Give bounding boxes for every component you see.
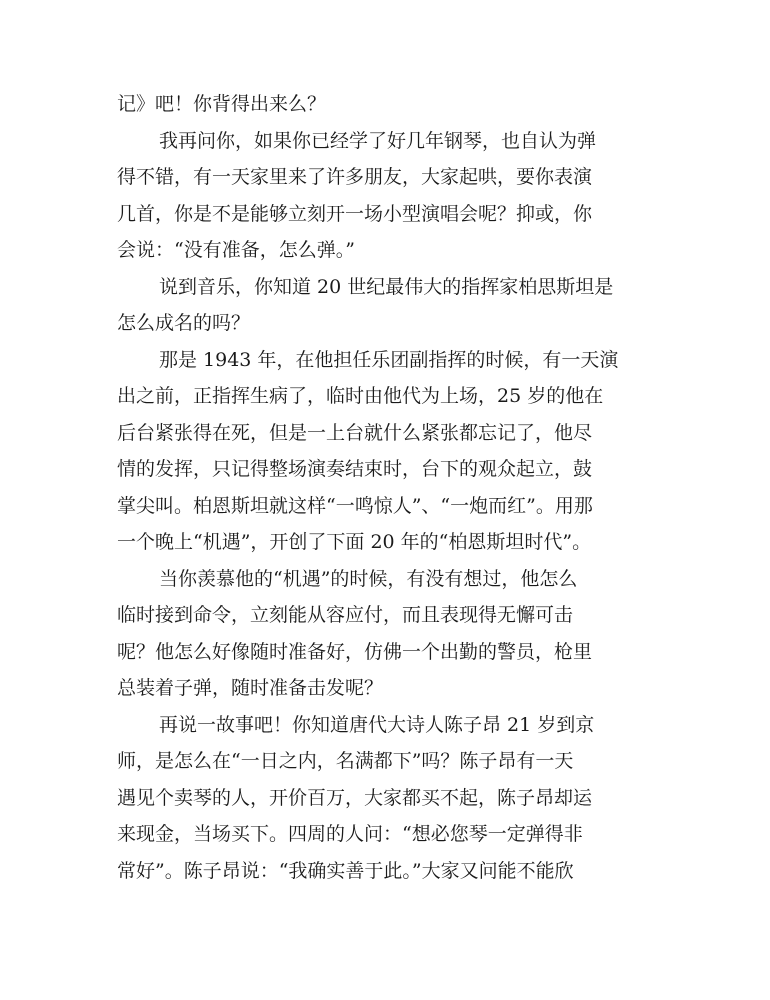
text-line: 来现金，当场买下。四周的人问：“想必您琴一定弹得非: [117, 823, 583, 845]
text-line: 我再问你，如果你已经学了好几年钢琴，也自认为弹: [159, 129, 597, 152]
text-line: 记》吧！你背得出来么？: [117, 93, 327, 115]
text-line: 说到音乐，你知道 20 世纪最伟大的指挥家柏思斯坦是: [159, 275, 614, 298]
text-line: 怎么成名的吗？: [117, 312, 251, 334]
text-line: 后台紧张得在死，但是一上台就什么紧张都忘记了，他尽: [117, 421, 593, 444]
text-line: 得不错，有一天家里来了许多朋友，大家起哄，要你表演: [117, 166, 593, 188]
text-line: 遇见个卖琴的人，开价百万，大家都买不起，陈子昂却运: [117, 786, 593, 809]
text-line: 临时接到命令，立刻能从容应付，而且表现得无懈可击: [117, 604, 574, 626]
text-line: 出之前，正指挥生病了，临时由他代为上场，25 岁的他在: [117, 385, 604, 407]
text-line: 那是 1943 年，在他担任乐团副指挥的时候，有一天演: [159, 348, 619, 371]
text-line: 情的发挥，只记得整场演奏结束时，台下的观众起立，鼓: [117, 458, 593, 480]
text-line: 掌尖叫。柏恩斯坦就这样“一鸣惊人”、“一炮而红”。用那: [117, 494, 593, 517]
text-line: 几首，你是不是能够立刻开一场小型演唱会呢？抑或，你: [117, 202, 593, 225]
document-body: [117, 86, 657, 889]
text-line: 呢？他怎么好像随时准备好，仿佛一个出勤的警员，枪里: [117, 640, 593, 663]
text-line: 当你羡慕他的“机遇”的时候，有没有想过，他怎么: [159, 567, 578, 590]
text-line: 再说一故事吧！你知道唐代大诗人陈子昂 21 岁到京: [159, 713, 595, 736]
text-line: 一个晚上“机遇”，开创了下面 20 年的“柏恩斯坦时代”。: [117, 531, 592, 553]
text-line: 师，是怎么在“一日之内，名满都下”吗？陈子昂有一天: [117, 750, 574, 772]
text-line: 总装着子弹，随时准备击发呢？: [117, 677, 384, 699]
text-line: 常好”。陈子昂说：“我确实善于此。”大家又问能不能欣: [117, 859, 574, 882]
text-line: 会说：“没有准备，怎么弹。”: [117, 239, 355, 261]
